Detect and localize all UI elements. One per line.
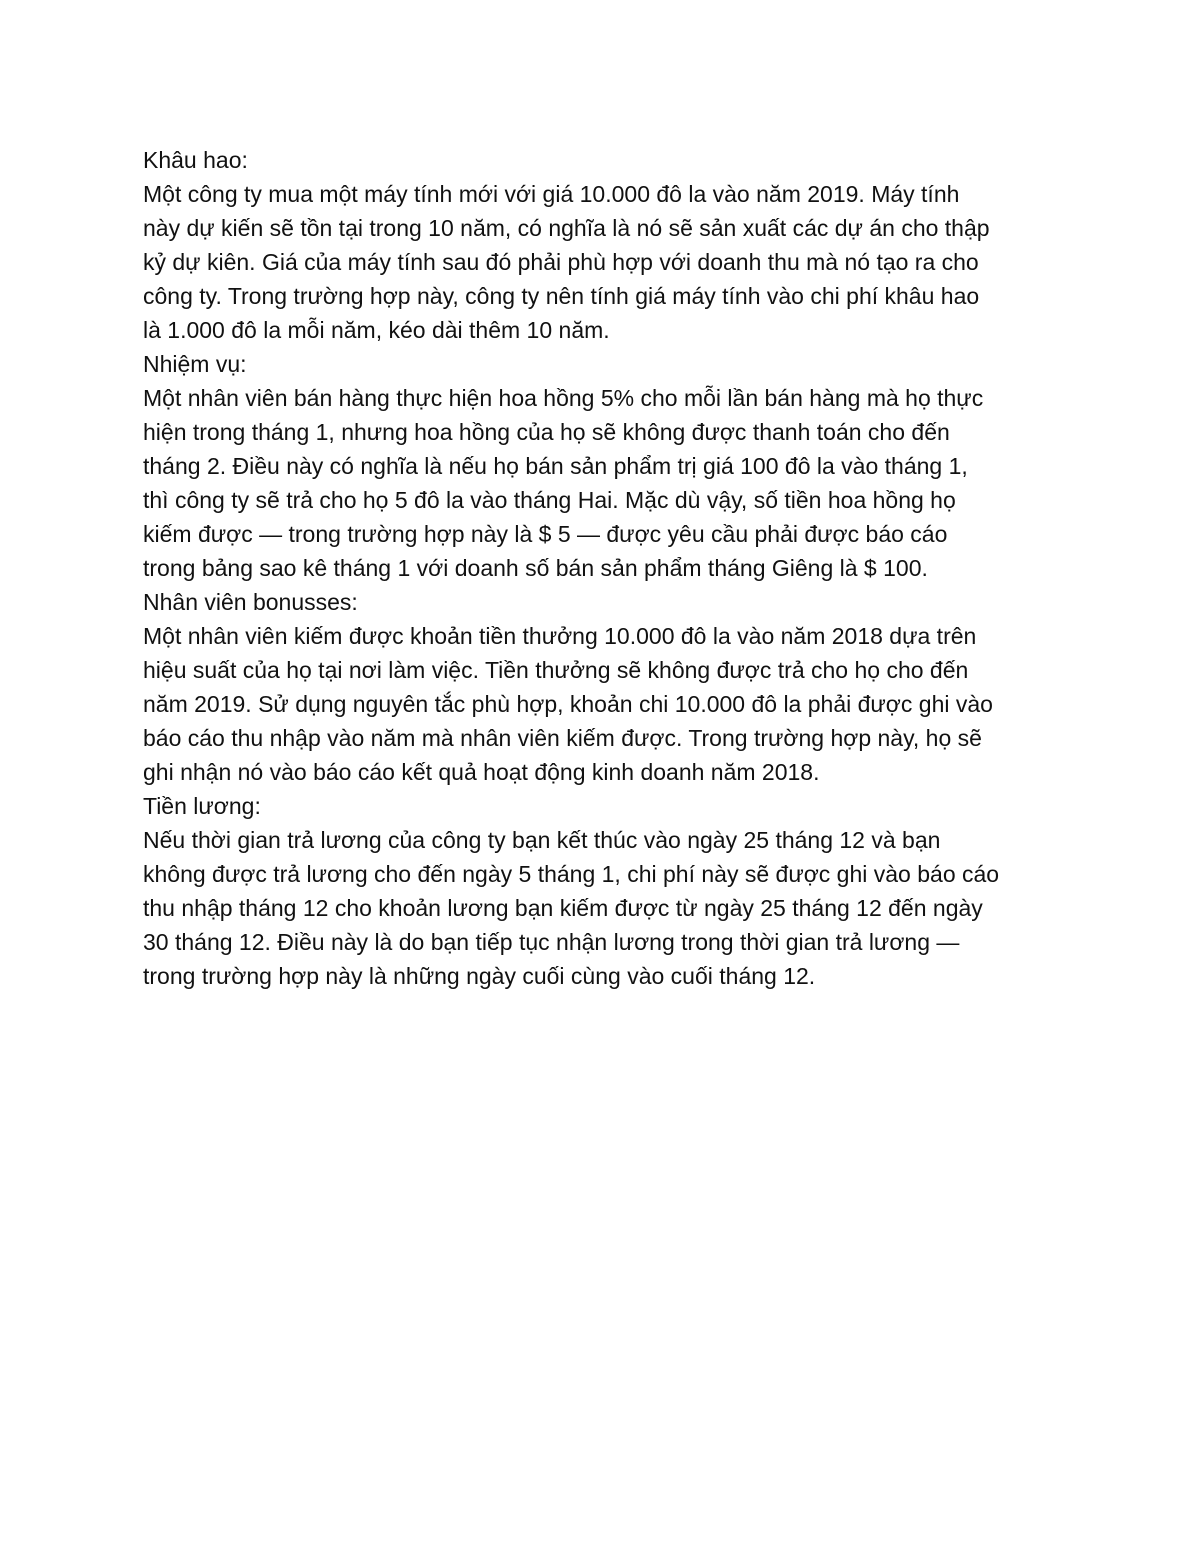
paragraph-line: trong trường hợp này là những ngày cuối cùng vào cuối tháng 12. bbox=[143, 963, 816, 989]
paragraph-line: thu nhập tháng 12 cho khoản lương bạn kiếm được từ ngày 25 tháng 12 đến ngày bbox=[143, 895, 983, 921]
section-heading: Nhân viên bonusses: bbox=[143, 589, 358, 615]
paragraph-line: công ty. Trong trường hợp này, công ty nên tính giá máy tính vào chi phí khâu hao bbox=[143, 283, 980, 309]
paragraph-line: này dự kiến sẽ tồn tại trong 10 năm, có nghĩa là nó sẽ sản xuất các dự án cho thập bbox=[143, 215, 990, 241]
section-heading: Nhiệm vụ: bbox=[143, 351, 247, 377]
paragraph-line: Nếu thời gian trả lương của công ty bạn kết thúc vào ngày 25 tháng 12 và bạn bbox=[143, 827, 941, 853]
paragraph-line: tháng 2. Điều này có nghĩa là nếu họ bán sản phẩm trị giá 100 đô la vào tháng 1, bbox=[143, 453, 968, 479]
paragraph-line: Một công ty mua một máy tính mới với giá 10.000 đô la vào năm 2019. Máy tính bbox=[143, 181, 960, 207]
paragraph-line: Một nhân viên bán hàng thực hiện hoa hồng 5% cho mỗi lần bán hàng mà họ thực bbox=[143, 385, 984, 411]
section-khau-hao bbox=[143, 143, 1063, 347]
section-heading: Tiền lương: bbox=[143, 793, 261, 819]
paragraph-line: kỷ dự kiên. Giá của máy tính sau đó phải phù hợp với doanh thu mà nó tạo ra cho bbox=[143, 249, 979, 275]
paragraph-line: 30 tháng 12. Điều này là do bạn tiếp tục nhận lương trong thời gian trả lương — bbox=[143, 929, 960, 955]
paragraph-line: là 1.000 đô la mỗi năm, kéo dài thêm 10 năm. bbox=[143, 317, 610, 343]
paragraph-line: kiếm được — trong trường hợp này là $ 5 — được yêu cầu phải được báo cáo bbox=[143, 521, 948, 547]
paragraph-line: trong bảng sao kê tháng 1 với doanh số bán sản phẩm tháng Giêng là $ 100. bbox=[143, 555, 928, 581]
paragraph-line: Một nhân viên kiếm được khoản tiền thưởng 10.000 đô la vào năm 2018 dựa trên bbox=[143, 623, 977, 649]
section-nhan-vien-bonusses bbox=[143, 585, 1063, 789]
document-body bbox=[143, 143, 1063, 993]
paragraph-line: báo cáo thu nhập vào năm mà nhân viên kiếm được. Trong trường hợp này, họ sẽ bbox=[143, 725, 982, 751]
section-nhiem-vu bbox=[143, 347, 1063, 585]
paragraph-line: hiện trong tháng 1, nhưng hoa hồng của họ sẽ không được thanh toán cho đến bbox=[143, 419, 950, 445]
paragraph-line: hiệu suất của họ tại nơi làm việc. Tiền thưởng sẽ không được trả cho họ cho đến bbox=[143, 657, 969, 683]
paragraph-line: ghi nhận nó vào báo cáo kết quả hoạt động kinh doanh năm 2018. bbox=[143, 759, 820, 785]
paragraph-line: năm 2019. Sử dụng nguyên tắc phù hợp, khoản chi 10.000 đô la phải được ghi vào bbox=[143, 691, 993, 717]
section-tien-luong bbox=[143, 789, 1063, 993]
paragraph-line: thì công ty sẽ trả cho họ 5 đô la vào tháng Hai. Mặc dù vậy, số tiền hoa hồng họ bbox=[143, 487, 956, 513]
section-heading: Khâu hao: bbox=[143, 147, 248, 173]
paragraph-line: không được trả lương cho đến ngày 5 tháng 1, chi phí này sẽ được ghi vào báo cáo bbox=[143, 861, 1000, 887]
